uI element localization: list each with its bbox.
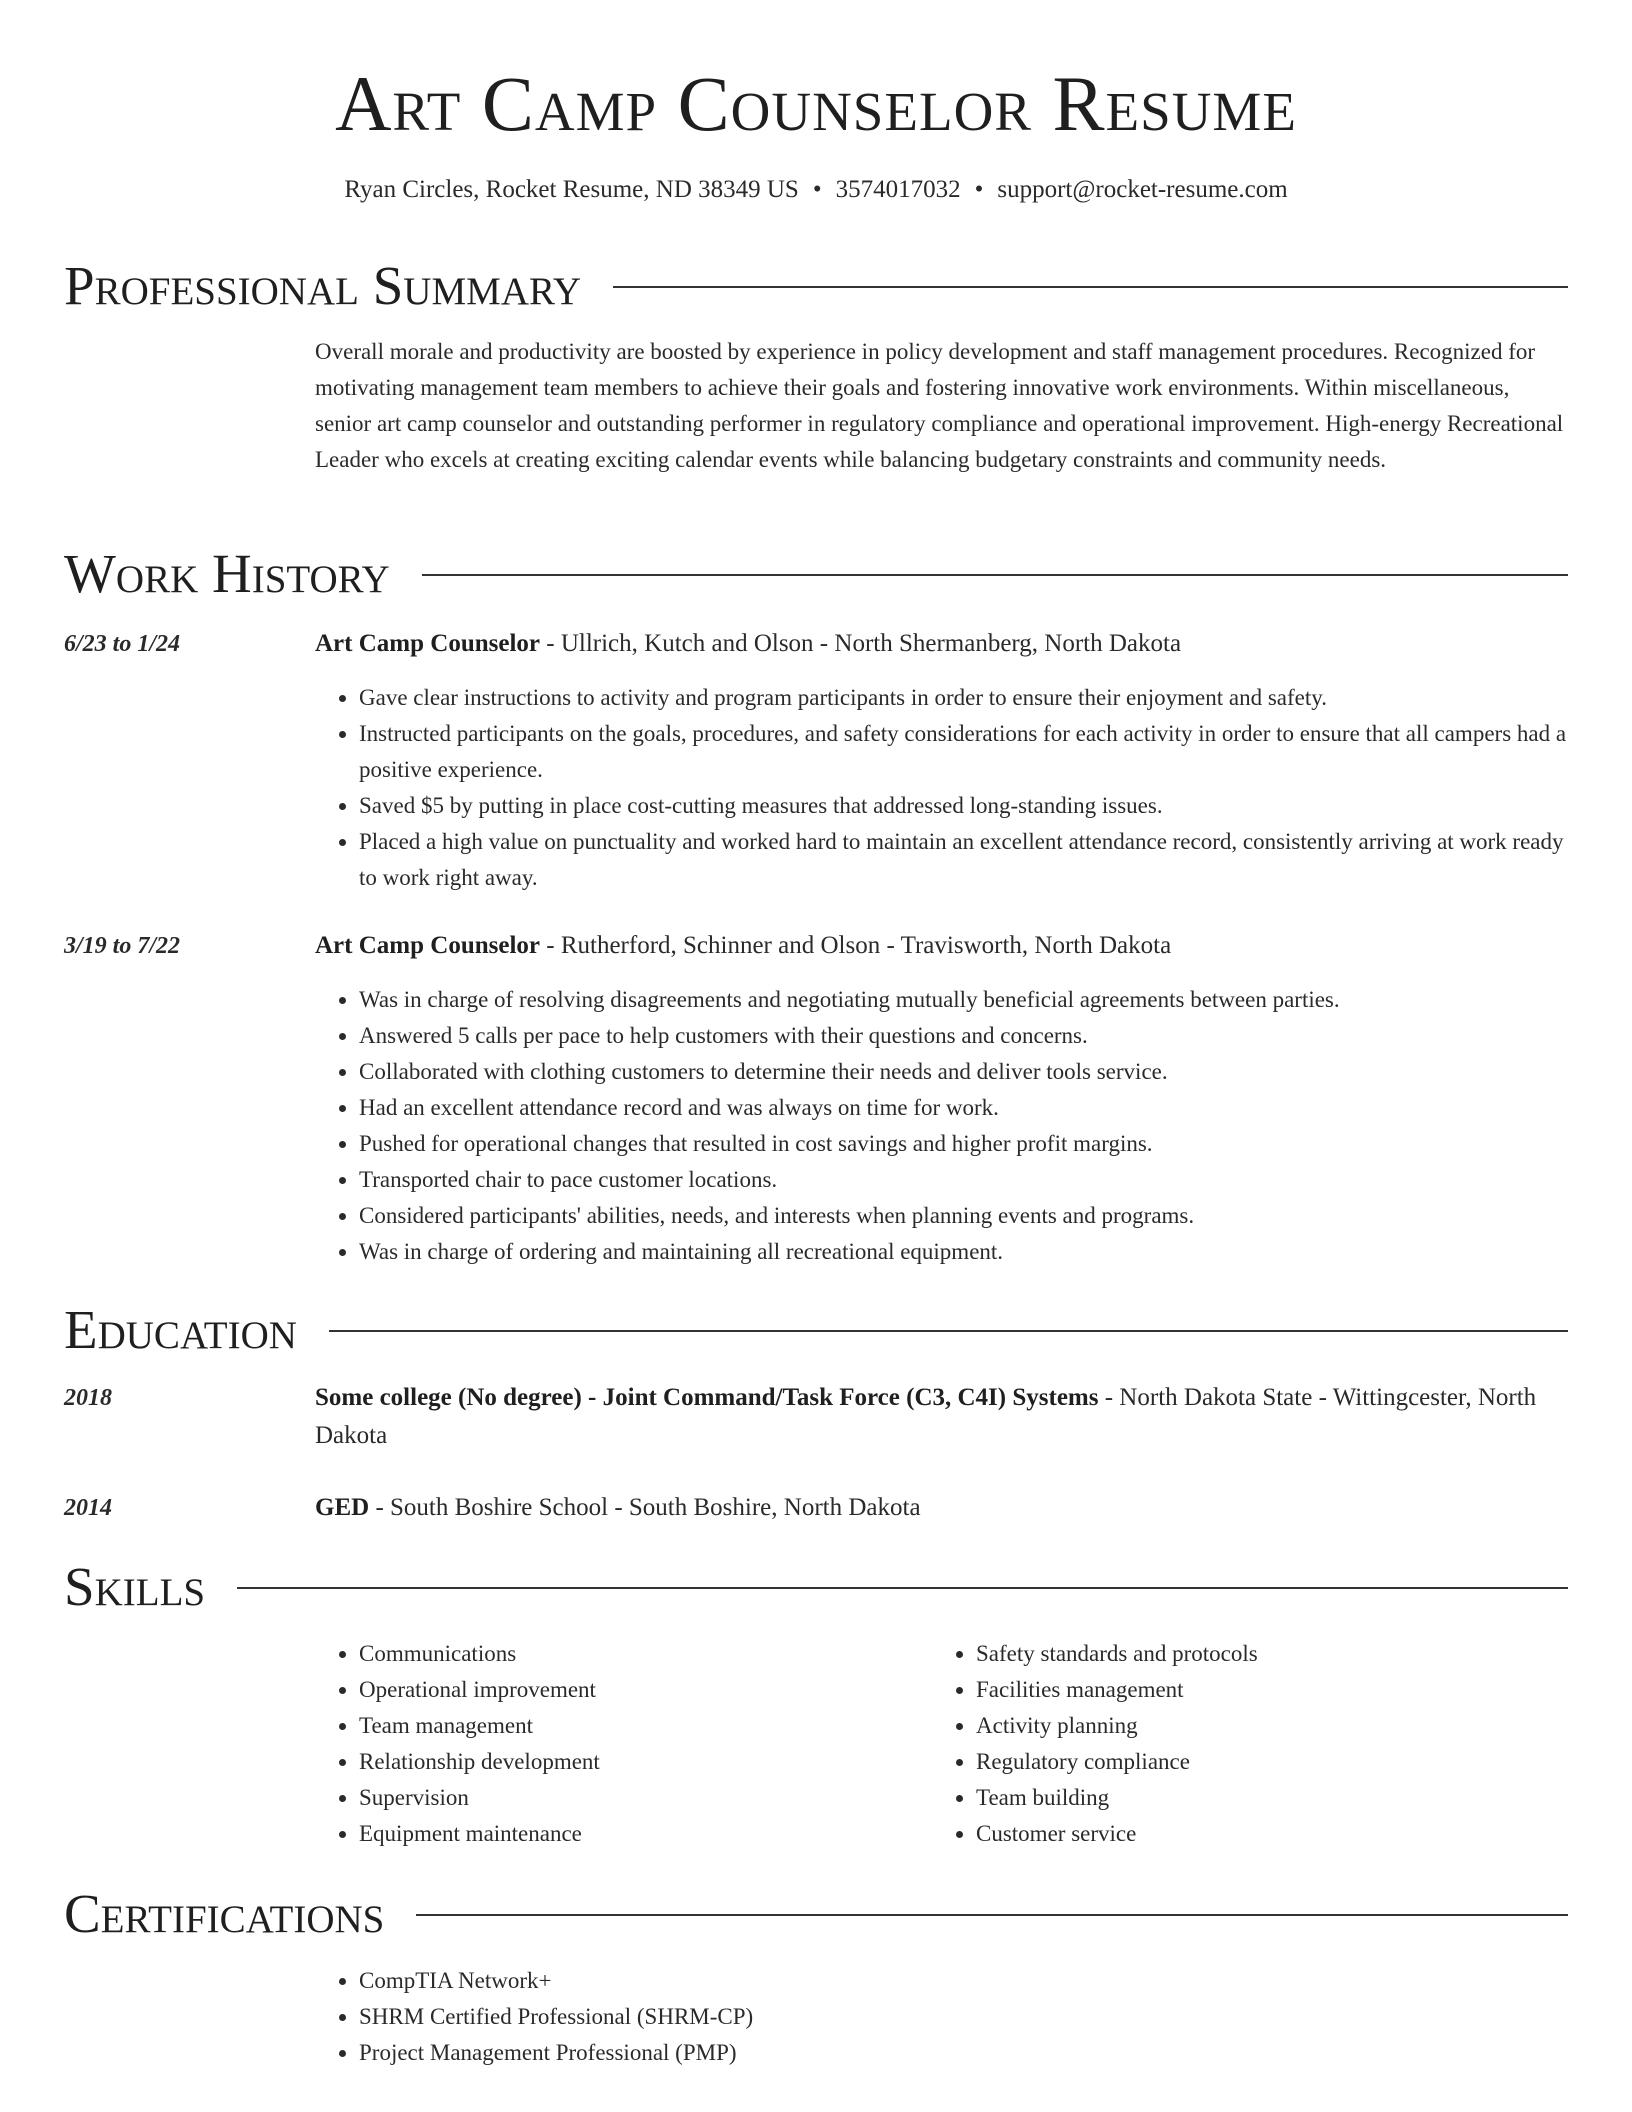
section-work-header [64,542,1568,606]
section-divider [613,286,1568,288]
job-role: Art Camp Counselor [315,932,540,959]
certifications-list [315,1963,1568,2071]
job-bullets [315,982,1568,1270]
section-title-skills: Skills [64,1556,206,1617]
list-item: • Regulatory compliance [976,1744,1566,1780]
list-item: • Considered participants' abilities, needs, and interests when planning events and programs. [359,1198,1568,1234]
section-title-education: Education [64,1299,297,1360]
education-year: 2018 [64,1385,112,1411]
section-skills-header [64,1555,1568,1619]
list-item: • Was in charge of ordering and maintaining all recreational equipment. [359,1234,1568,1270]
skills-list-left [315,1636,919,1852]
section-title-certifications: Certifications [64,1883,385,1944]
list-item: • Equipment maintenance [359,1816,919,1852]
section-divider [237,1587,1568,1589]
contact-line [64,172,1568,208]
summary-text: Overall morale and productivity are boosted by experience in policy development and staff management procedures. Recognized for motivating management team members to achieve their goals and fostering innovative work environments. Within miscellaneous, senior art camp counselor and outstanding performer in regulatory compliance and operational improvement. High-energy Recreational Leader who excels at creating exciting calendar events while balancing budgetary constraints and community needs. [315,339,1564,472]
section-education-header [64,1298,1568,1362]
list-item: • Instructed participants on the goals, procedures, and safety considerations for each activity in order to ensure that all campers had a positive experience. [359,716,1568,788]
list-item: • SHRM Certified Professional (SHRM-CP) [359,1999,1568,2035]
list-item: • Transported chair to pace customer locations. [359,1162,1568,1198]
contact-email: support@rocket-resume.com [997,176,1288,203]
education-details: - North Dakota State - Wittingcester, North Dakota [315,1384,1537,1449]
list-item: • CompTIA Network+ [359,1963,1568,1999]
list-item: • Communications [359,1636,919,1672]
job-bullets [315,680,1568,896]
contact-separator: • [974,176,984,203]
list-item: • Team management [359,1708,919,1744]
section-divider [416,1914,1568,1916]
section-summary-header [64,254,1568,318]
list-item: • Placed a high value on punctuality and worked hard to maintain an excellent attendance record, consistently arriving at work ready to work right away. [359,824,1568,896]
job-heading [315,927,1568,965]
section-title-summary: Professional Summary [64,255,582,316]
list-item: • Safety standards and protocols [976,1636,1566,1672]
job-role: Art Camp Counselor [315,630,540,657]
education-details: - South Boshire School - South Boshire, North Dakota [369,1494,921,1521]
job-details: - Ullrich, Kutch and Olson - North Shermanberg, North Dakota [540,630,1182,657]
list-item: • Operational improvement [359,1672,919,1708]
list-item: • Relationship development [359,1744,919,1780]
list-item: • Collaborated with clothing customers to determine their needs and deliver tools service. [359,1054,1568,1090]
education-year: 2014 [64,1495,112,1521]
list-item: • Facilities management [976,1672,1566,1708]
list-item: • Supervision [359,1780,919,1816]
education-degree: Some college (No degree) - Joint Command/Task Force (C3, C4I) Systems [315,1384,1099,1411]
section-certifications-header [64,1882,1568,1946]
list-item: • Project Management Professional (PMP) [359,2035,1568,2071]
list-item: • Saved $5 by putting in place cost-cutting measures that addressed long-standing issues. [359,788,1568,824]
list-item: • Team building [976,1780,1566,1816]
education-heading [315,1379,1568,1455]
job-details: - Rutherford, Schinner and Olson - Travisworth, North Dakota [540,932,1172,959]
list-item: • Answered 5 calls per pace to help customers with their questions and concerns. [359,1018,1568,1054]
job-dates: 3/19 to 7/22 [64,933,181,959]
list-item: • Was in charge of resolving disagreements and negotiating mutually beneficial agreements between parties. [359,982,1568,1018]
list-item: • Had an excellent attendance record and was always on time for work. [359,1090,1568,1126]
contact-separator: • [812,176,822,203]
list-item: • Pushed for operational changes that resulted in cost savings and higher profit margins. [359,1126,1568,1162]
job-heading [315,625,1568,663]
section-divider [329,1330,1568,1332]
contact-phone: 3574017032 [835,176,961,203]
section-divider [422,574,1568,576]
contact-address: Ryan Circles, Rocket Resume, ND 38349 US [344,176,799,203]
resume-name: Art Camp Counselor Resume [335,60,1297,147]
list-item: • Gave clear instructions to activity and program participants in order to ensure their enjoyment and safety. [359,680,1568,716]
education-heading [315,1489,1568,1527]
list-item: • Customer service [976,1816,1566,1852]
education-degree: GED [315,1494,370,1521]
job-dates: 6/23 to 1/24 [64,631,181,657]
list-item: • Activity planning [976,1708,1566,1744]
section-title-work: Work History [64,543,390,604]
skills-list-right [932,1636,1566,1852]
resume-page [64,0,1568,2112]
